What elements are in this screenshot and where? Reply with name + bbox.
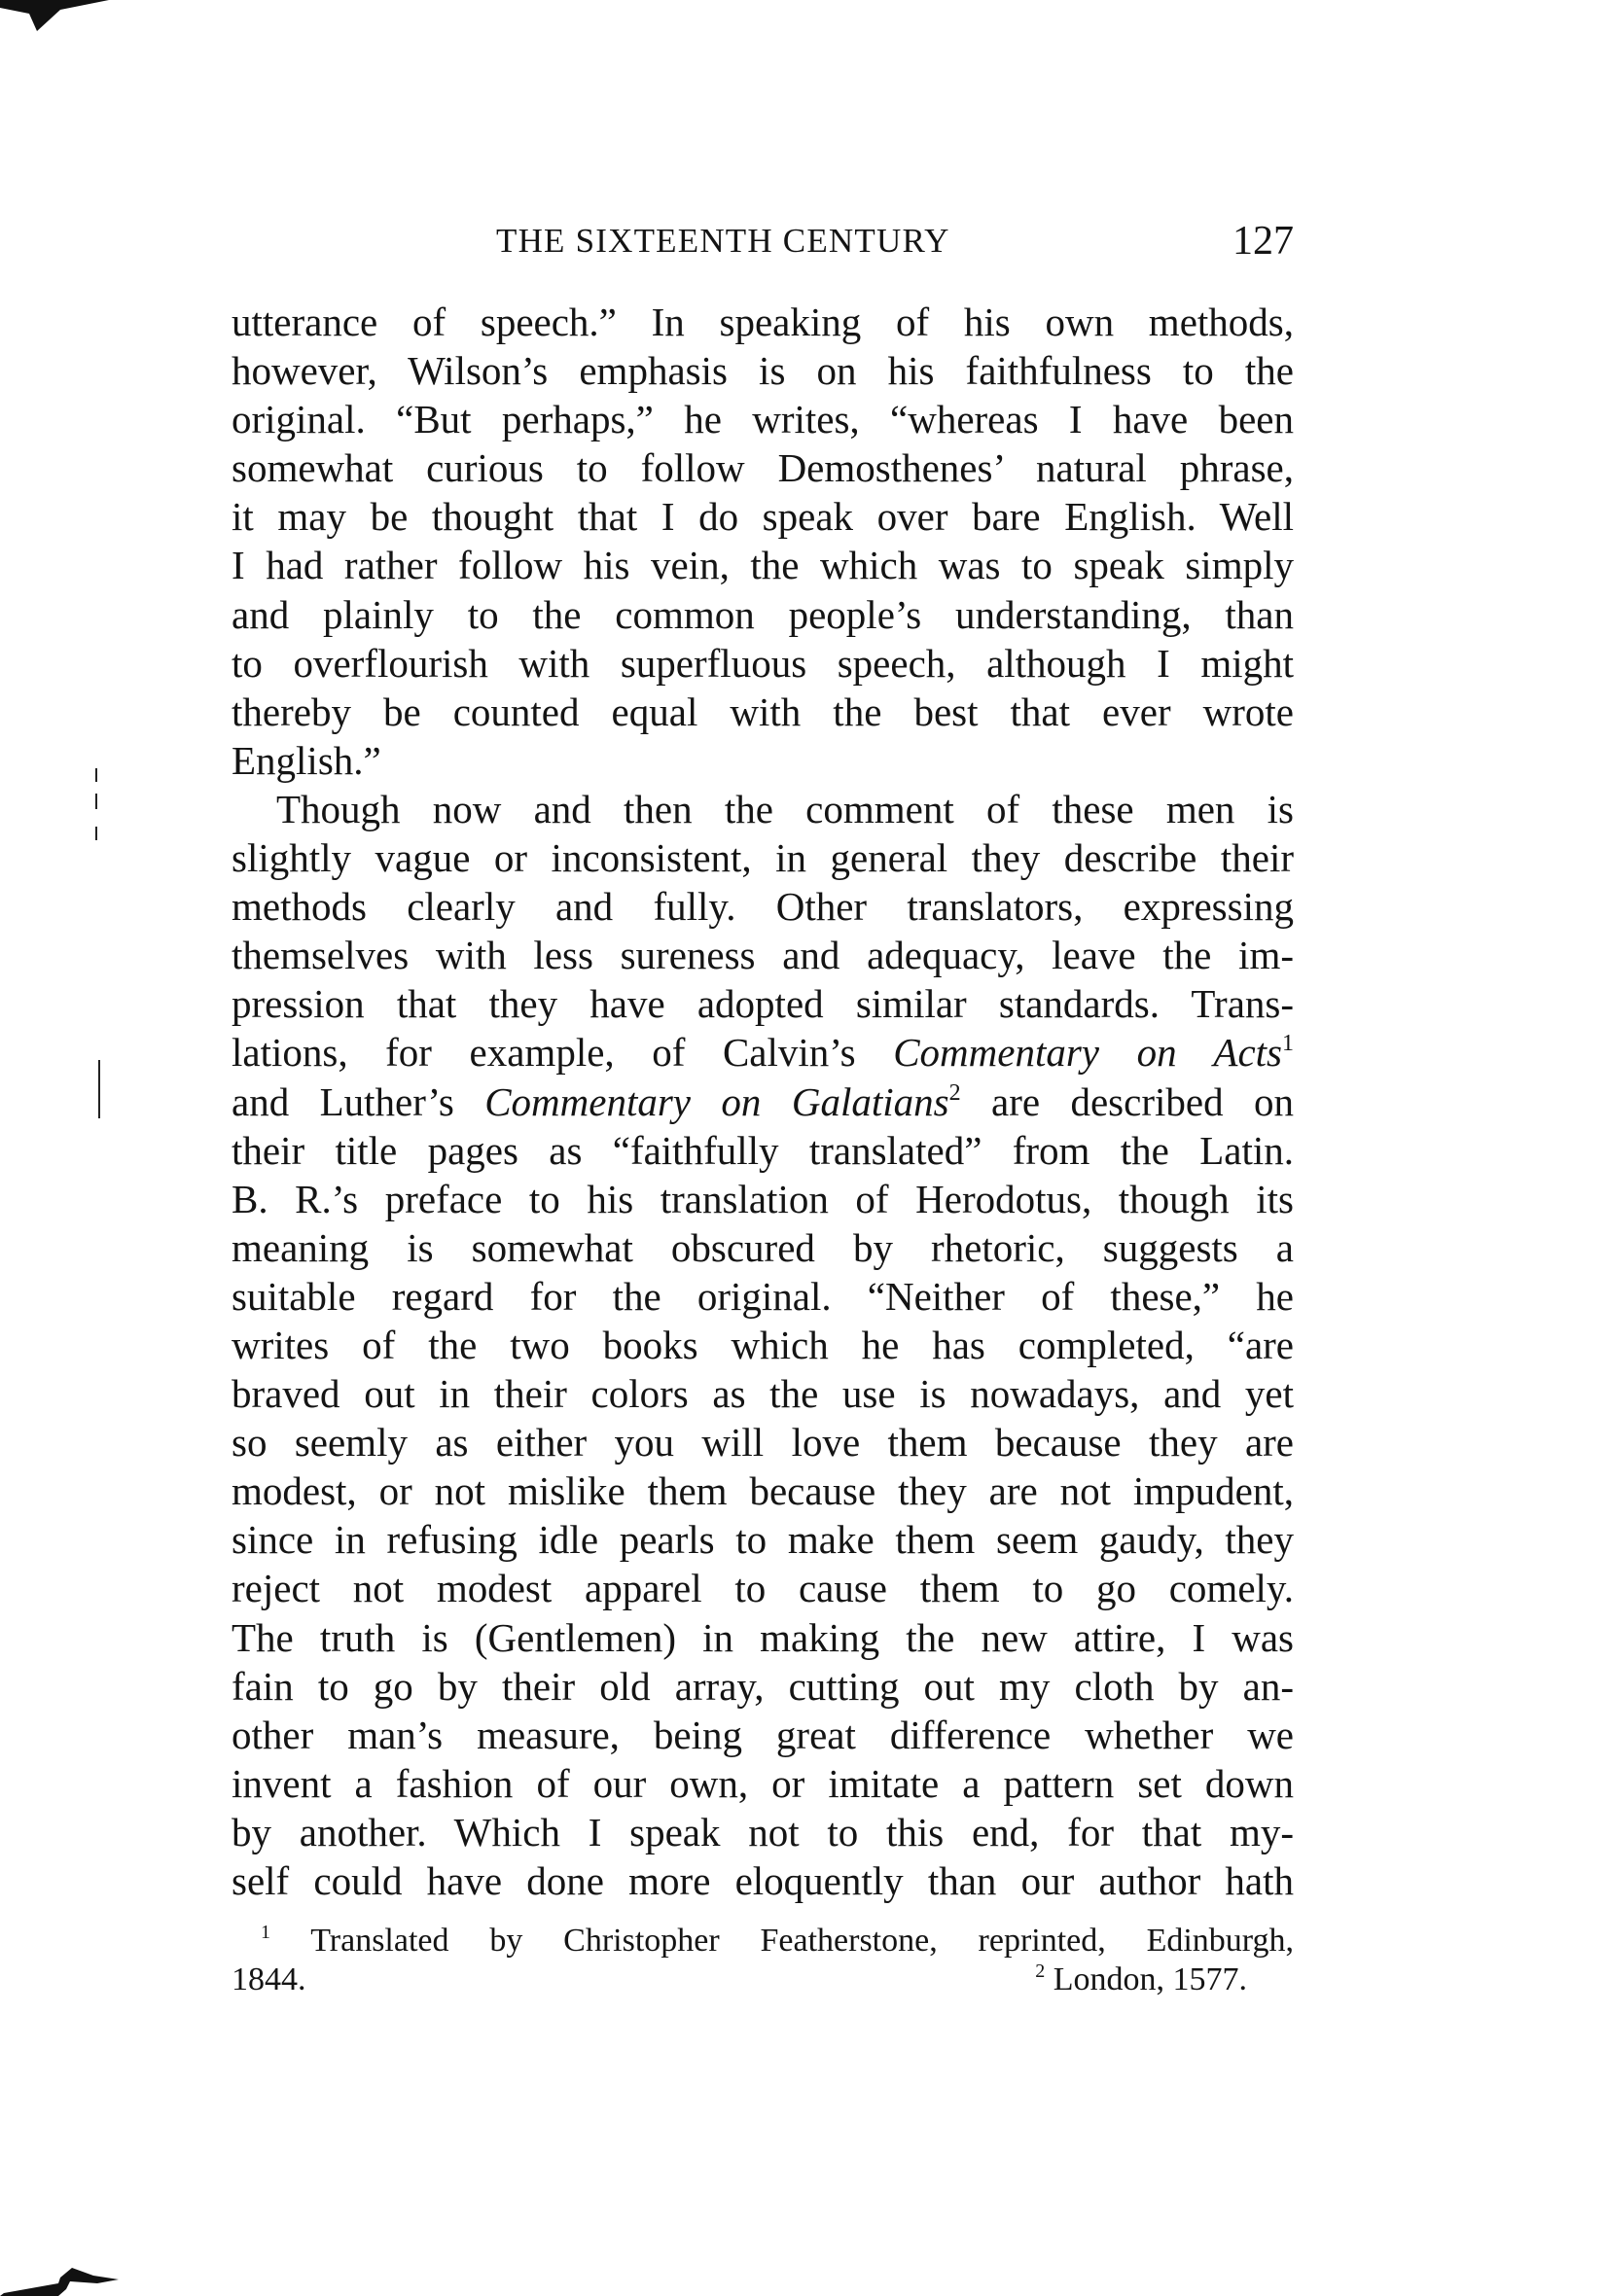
text-line: to overflourish with superfluous speech, although I might <box>232 640 1294 686</box>
running-head-title: THE SIXTEENTH CENTURY <box>496 222 950 260</box>
footnote-1-marker: 1 <box>261 1922 270 1943</box>
text-line: and plainly to the common people’s understanding, than <box>232 591 1294 637</box>
text-segment: are described on <box>960 1078 1294 1124</box>
text-line: however, Wilson’s emphasis is on his faithfulness to the <box>232 348 1294 394</box>
text-line: pression that they have adopted similar standards. Trans- <box>232 981 1294 1027</box>
text-line: somewhat curious to follow Demosthenes’ natural phrase, <box>232 445 1294 491</box>
footnote-2 <box>1035 1960 1247 1999</box>
text-line: The truth is (Gentlemen) in making the new attire, I was <box>232 1614 1294 1660</box>
text-line: original. “But perhaps,” he writes, “whereas I have been <box>232 397 1294 442</box>
footnote-2-marker: 2 <box>1035 1960 1046 1982</box>
footnote-ref-2: 2 <box>948 1079 961 1106</box>
footnote-1-text: Translated by Christopher Featherstone, reprinted, Edinburgh, <box>310 1923 1294 1959</box>
footnote-1-year: 1844. <box>232 1961 306 1997</box>
running-head <box>232 219 1294 270</box>
italic-title: Commentary on Acts <box>893 1030 1283 1076</box>
text-line: utterance of speech.” In speaking of his own methods, <box>232 300 1294 344</box>
footnote-line-2 <box>232 1960 1294 1999</box>
scan-corner-mark-bottom <box>0 2256 126 2296</box>
text-line: braved out in their colors as the use is nowadays, and yet <box>232 1371 1294 1417</box>
text-line: suitable regard for the original. “Neither of these,” he <box>232 1273 1294 1319</box>
footnote-ref-1: 1 <box>1282 1031 1295 1057</box>
text-line: self could have done more eloquently than our author hath <box>232 1858 1294 1903</box>
page-number: 127 <box>1232 219 1294 264</box>
text-line: themselves with less sureness and adequacy, leave the im- <box>232 933 1294 978</box>
text-line: B. R.’s preface to his translation of Herodotus, though its <box>232 1176 1294 1221</box>
text-line: it may be thought that I do speak over bare English. Well <box>232 494 1294 540</box>
italic-title: Commentary on Galatians <box>484 1078 949 1124</box>
text-line: methods clearly and fully. Other translators, expressing <box>232 884 1294 930</box>
paragraph-first-line: Though now and then the comment of these men is <box>276 786 1294 831</box>
text-line: I had rather follow his vein, the which was to speak simply <box>232 543 1294 588</box>
text-line: their title pages as “faithfully translated” from the Latin. <box>232 1127 1294 1173</box>
scan-corner-mark-top <box>0 0 109 31</box>
text-line-with-italic <box>232 1028 1294 1077</box>
text-line: other man’s measure, being great difference whether we <box>232 1712 1294 1757</box>
text-segment: lations, for example, of Calvin’s <box>232 1030 894 1076</box>
paragraph-end-line: English.” <box>232 737 381 783</box>
footnotes <box>232 1922 1294 1999</box>
body-text <box>232 298 1294 1905</box>
text-line: slightly vague or inconsistent, in general they describe their <box>232 835 1294 881</box>
footnote-1 <box>232 1922 1294 1960</box>
text-line: so seemly as either you will love them because they are <box>232 1420 1294 1466</box>
text-line: meaning is somewhat obscured by rhetoric, suggests a <box>232 1224 1294 1270</box>
text-line: reject not modest apparel to cause them to go comely. <box>232 1566 1294 1611</box>
text-line: fain to go by their old array, cutting out my cloth by an- <box>232 1663 1294 1709</box>
margin-pencil-marks <box>88 768 107 1177</box>
text-line-with-italic <box>232 1077 1294 1126</box>
text-segment: and Luther’s <box>232 1078 485 1124</box>
text-line: writes of the two books which he has completed, “are <box>232 1322 1294 1367</box>
text-line: by another. Which I speak not to this end, for that my- <box>232 1809 1294 1854</box>
text-line: since in refusing idle pearls to make them seem gaudy, they <box>232 1517 1294 1563</box>
text-line: thereby be counted equal with the best that ever wrote <box>232 689 1294 734</box>
text-line: modest, or not mislike them because they are not impudent, <box>232 1468 1294 1514</box>
footnote-2-text: London, 1577. <box>1053 1961 1247 1997</box>
text-line: invent a fashion of our own, or imitate a pattern set down <box>232 1760 1294 1806</box>
